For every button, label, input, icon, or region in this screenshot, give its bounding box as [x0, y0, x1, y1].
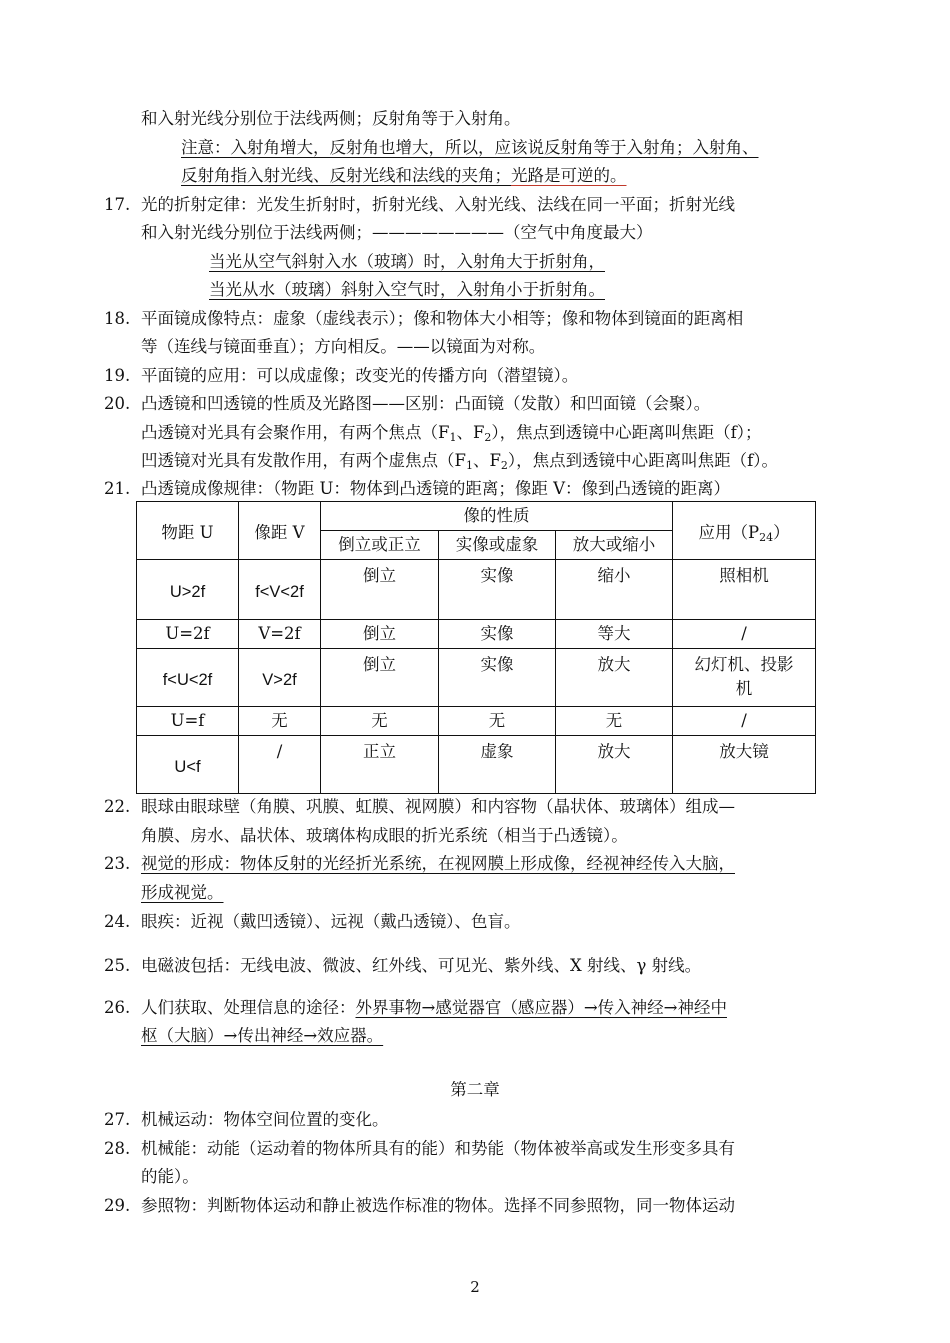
page-number: 2: [470, 1278, 480, 1296]
cell-orientation: 倒立: [321, 560, 439, 620]
item-number-19: 19.: [104, 366, 131, 385]
item-25-text: 电磁波包括：无线电波、微波、红外线、可见光、紫外线、X 射线、γ 射线。: [141, 956, 702, 975]
item-23-line-2: 形成视觉。: [141, 883, 224, 902]
cell-u: U<f: [137, 736, 239, 794]
header-object-distance: 物距 U: [137, 502, 239, 560]
header-orientation: 倒立或正立: [321, 531, 439, 560]
header-image-distance: 像距 V: [239, 502, 321, 560]
cell-v: V>2f: [239, 649, 321, 707]
item-number-23: 23.: [104, 854, 131, 873]
cell-size: 放大: [556, 649, 673, 707]
item-20-line-2-part-2: 、F: [456, 423, 485, 442]
item-19-text: 平面镜的应用：可以成虚像；改变光的传播方向（潜望镜）。: [141, 366, 579, 385]
cell-orientation: 正立: [321, 736, 439, 794]
item-20-line-2-part-1: 凸透镜对光具有会聚作用，有两个焦点（F: [141, 423, 450, 442]
cell-size: 无: [556, 707, 673, 736]
item-17-line-2: 和入射光线分别位于法线两侧；————————（空气中角度最大）: [141, 223, 653, 242]
header-application-close: ）: [773, 522, 790, 542]
cell-u: f<U<2f: [137, 649, 239, 707]
cell-orientation: 倒立: [321, 620, 439, 649]
table-row: [137, 560, 816, 620]
chapter-heading: 第二章: [450, 1080, 500, 1099]
item-number-18: 18.: [104, 309, 131, 328]
item-number-17: 17.: [104, 195, 131, 214]
item-29-text: 参照物：判断物体运动和静止被选作标准的物体。选择不同参照物，同一物体运动: [141, 1196, 735, 1215]
table-row: [137, 620, 816, 649]
item-28-line-2: 的能）。: [141, 1167, 199, 1186]
cell-real-virtual: 实像: [439, 620, 556, 649]
cell-u: U=f: [137, 707, 239, 736]
item-20-line-3-part-3: ），焦点到透镜中心距离叫焦距（f）。: [507, 451, 779, 470]
item-number-29: 29.: [104, 1196, 131, 1215]
item-20-line-3-part-1: 凹透镜对光具有发散作用，有两个虚焦点（F: [141, 451, 466, 470]
item-21-text: 凸透镜成像规律：（物距 U：物体到凸透镜的距离；像距 V：像到凸透镜的距离）: [141, 479, 731, 498]
subscript-2: 2: [500, 459, 508, 472]
cell-u: U=2f: [137, 620, 239, 649]
cell-application: /: [673, 707, 816, 736]
cell-application: 照相机: [673, 560, 816, 620]
item-20-line-2: [141, 422, 762, 444]
subscript-1: 1: [449, 431, 457, 444]
item-27-text: 机械运动：物体空间位置的变化。: [141, 1110, 389, 1129]
item-number-21: 21.: [104, 479, 131, 498]
header-application-subscript: 24: [759, 530, 774, 544]
item-number-20: 20.: [104, 394, 131, 413]
item-22-line-2: 角膜、房水、晶状体、玻璃体构成眼的折光系统（相当于凸透镜）。: [141, 826, 628, 845]
cell-v: f<V<2f: [239, 560, 321, 620]
note-line-2b: 光路是可逆的。: [511, 166, 627, 185]
item-22-line-1: 眼球由眼球壁（角膜、巩膜、虹膜、视网膜）和内容物（晶状体、玻璃体）组成—: [141, 797, 735, 816]
item-23-line-1: 视觉的形成：物体反射的光经折光系统，在视网膜上形成像，经视神经传入大脑，: [141, 854, 735, 873]
note-line-1: 注意：入射角增大，反射角也增大，所以，应该说反射角等于入射角；入射角、: [181, 138, 759, 157]
item-26-line-1: [141, 997, 727, 1019]
item-18-line-1: 平面镜成像特点：虚象（虚线表示）；像和物体大小相等；像和物体到镜面的距离相: [141, 309, 744, 328]
cell-size: 等大: [556, 620, 673, 649]
header-real-virtual: 实像或虚象: [439, 531, 556, 560]
item-26-line-1-part-2: 外界事物→感觉器官（感应器）→传入神经→神经中: [355, 998, 727, 1017]
item-24-text: 眼疾：近视（戴凹透镜）、远视（戴凸透镜）、色盲。: [141, 912, 521, 931]
item-26-line-2: 枢（大脑）→传出神经→效应器。: [141, 1026, 384, 1045]
item-16-continued: 和入射光线分别位于法线两侧；反射角等于入射角。: [141, 109, 521, 128]
header-image-nature: 像的性质: [321, 502, 673, 531]
table-row: [137, 649, 816, 707]
cell-v: V=2f: [239, 620, 321, 649]
cell-application: 放大镜: [673, 736, 816, 794]
cell-v: /: [239, 736, 321, 794]
item-20-line-3: [141, 450, 778, 472]
item-number-25: 25.: [104, 956, 131, 975]
table-row: [137, 707, 816, 736]
item-17-line-4: 当光从水（玻璃）斜射入空气时，入射角小于折射角。: [209, 280, 605, 299]
item-20-line-1: 凸透镜和凹透镜的性质及光路图——区别：凸面镜（发散）和凹面镜（会聚）。: [141, 394, 711, 413]
cell-real-virtual: 虚象: [439, 736, 556, 794]
table-row: [137, 736, 816, 794]
cell-v: 无: [239, 707, 321, 736]
lens-imaging-table: [136, 501, 816, 794]
header-application: [673, 502, 816, 560]
item-17-line-1: 光的折射定律：光发生折射时，折射光线、入射光线、法线在同一平面；折射光线: [141, 195, 735, 214]
item-number-24: 24.: [104, 912, 131, 931]
cell-application: /: [673, 620, 816, 649]
item-number-26: 26.: [104, 998, 131, 1017]
item-28-line-1: 机械能：动能（运动着的物体所具有的能）和势能（物体被举高或发生形变多具有: [141, 1139, 735, 1158]
subscript-1: 1: [465, 459, 473, 472]
cell-real-virtual: 实像: [439, 649, 556, 707]
cell-size: 缩小: [556, 560, 673, 620]
item-number-27: 27.: [104, 1110, 131, 1129]
subscript-2: 2: [484, 431, 492, 444]
cell-size: 放大: [556, 736, 673, 794]
cell-real-virtual: 实像: [439, 560, 556, 620]
item-17-line-3: 当光从空气斜射入水（玻璃）时，入射角大于折射角，: [209, 252, 605, 271]
note-line-2: [181, 165, 627, 187]
item-number-22: 22.: [104, 797, 131, 816]
note-line-2a: 反射角指入射光线、反射光线和法线的夹角；: [181, 166, 511, 185]
cell-real-virtual: 无: [439, 707, 556, 736]
item-20-line-2-part-3: ），焦点到透镜中心距离叫焦距（f）；: [491, 423, 762, 442]
cell-u: U>2f: [137, 560, 239, 620]
item-18-line-2: 等（连线与镜面垂直）；方向相反。——以镜面为对称。: [141, 337, 546, 356]
item-number-28: 28.: [104, 1139, 131, 1158]
cell-application: 幻灯机、投影机: [673, 649, 816, 707]
item-20-line-3-part-2: 、F: [472, 451, 501, 470]
header-size: 放大或缩小: [556, 531, 673, 560]
cell-orientation: 倒立: [321, 649, 439, 707]
cell-orientation: 无: [321, 707, 439, 736]
item-26-line-1-part-1: 人们获取、处理信息的途径：: [141, 998, 356, 1017]
header-application-text: 应用（P: [698, 522, 760, 542]
